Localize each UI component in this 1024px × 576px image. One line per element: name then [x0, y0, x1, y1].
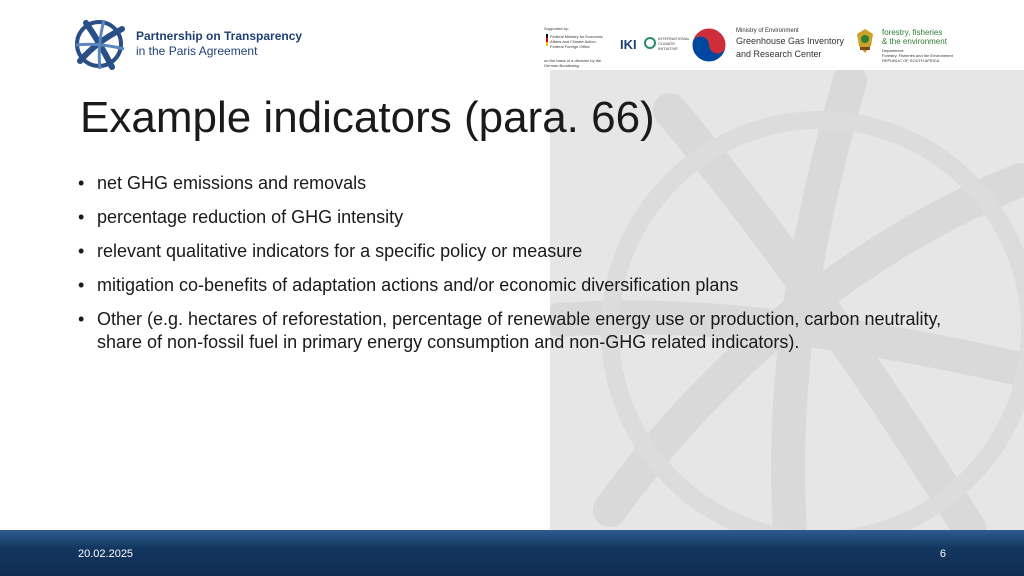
korea-ministry: Ministry of Environment	[736, 28, 799, 34]
sa-line1: forestry, fisheries	[882, 28, 943, 37]
bullet-item: • Other (e.g. hectares of reforestation, percentage of renewable energy use or production, carbon neutrality, share of non-fossil fuel in primary energy consumption and non-GHG related indicators).	[78, 308, 958, 354]
bmu-office-name: Federal Foreign Office	[550, 44, 590, 49]
globe-logo-icon	[72, 17, 126, 71]
german-flag-icon	[546, 34, 548, 46]
slide-title: Example indicators (para. 66)	[80, 93, 655, 142]
south-africa-text	[882, 28, 953, 63]
bmu-ministry-name: Federal Ministry for Economic Affairs and Climate Action	[550, 34, 603, 44]
korea-center-line1: Greenhouse Gas Inventory	[736, 36, 845, 46]
iki-subtitle: INTERNATIONAL CLIMATE INITIATIVE	[658, 36, 690, 51]
sa-small1: Department:	[882, 48, 905, 53]
bmu-supported-by: Supported by:	[544, 26, 569, 31]
taegeuk-icon	[690, 26, 728, 64]
footer-date: 20.02.2025	[78, 548, 134, 560]
page-number: 6	[939, 548, 946, 560]
korea-center-line2: and Research Center	[736, 49, 822, 59]
footer-bar	[0, 530, 1024, 576]
bmu-logo	[544, 24, 606, 70]
south-africa-dffe-logo	[854, 24, 954, 70]
org-name-line1: Partnership on Transparency	[136, 29, 303, 43]
iki-logo	[616, 24, 690, 70]
organization-logo	[72, 18, 312, 70]
bullet-item: • percentage reduction of GHG intensity	[78, 206, 958, 229]
bmu-ministry-text	[550, 34, 606, 49]
bullet-item: • mitigation co-benefits of adaptation actions and/or economic diversification plans	[78, 274, 958, 297]
coat-of-arms-icon	[854, 28, 876, 54]
bmu-bottom-text: on the basis of a decision by the German Bundestag	[544, 58, 602, 68]
sa-small2: Forestry, Fisheries and the Environment	[882, 53, 953, 58]
iki-word: IKI	[620, 37, 637, 52]
iki-circle-icon	[644, 37, 656, 49]
sa-line2: & the environment	[882, 37, 947, 46]
korea-gir-text	[736, 28, 844, 60]
organization-name	[136, 29, 302, 59]
korea-gir-logo	[690, 24, 870, 70]
sa-department	[882, 48, 953, 63]
sa-small3: REPUBLIC OF SOUTH AFRICA	[882, 58, 940, 63]
bullet-item: • net GHG emissions and removals	[78, 172, 958, 195]
bullet-list	[78, 172, 958, 365]
org-name-line2: in the Paris Agreement	[136, 44, 258, 58]
bullet-item: • relevant qualitative indicators for a specific policy or measure	[78, 240, 958, 263]
